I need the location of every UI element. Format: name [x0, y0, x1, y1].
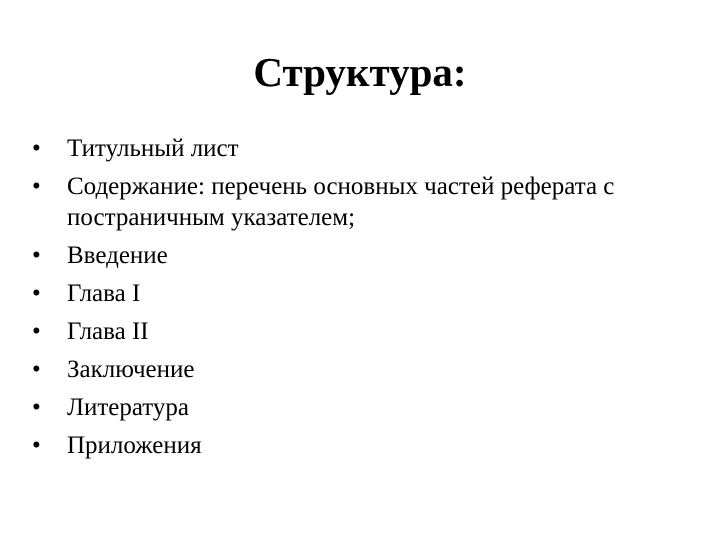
list-item [32, 316, 692, 347]
list-item [32, 171, 692, 233]
list-item-text: Глава I [67, 280, 141, 307]
list-item-text: Заключение [67, 356, 195, 383]
list-item-text: Содержание: перечень основных частей реферата с постраничным указателем; [67, 173, 615, 231]
bullet-icon: • [32, 280, 41, 307]
list-item-text: Глава II [67, 318, 149, 345]
bullet-list [32, 133, 692, 468]
bullet-icon: • [32, 432, 41, 459]
list-item [32, 133, 692, 164]
slide-title: Структура: [253, 49, 467, 95]
bullet-icon: • [32, 356, 41, 383]
list-item [32, 430, 692, 461]
list-item-text: Приложения [67, 432, 202, 459]
bullet-icon: • [32, 318, 41, 345]
list-item-text: Введение [67, 242, 168, 269]
list-item [32, 240, 692, 271]
list-item [32, 392, 692, 423]
bullet-icon: • [32, 242, 41, 269]
list-item-text: Литература [67, 394, 189, 421]
bullet-icon: • [32, 394, 41, 421]
bullet-icon: • [32, 135, 41, 162]
list-item [32, 354, 692, 385]
bullet-icon: • [32, 173, 41, 200]
list-item-text: Титульный лист [67, 135, 239, 162]
list-item [32, 278, 692, 309]
